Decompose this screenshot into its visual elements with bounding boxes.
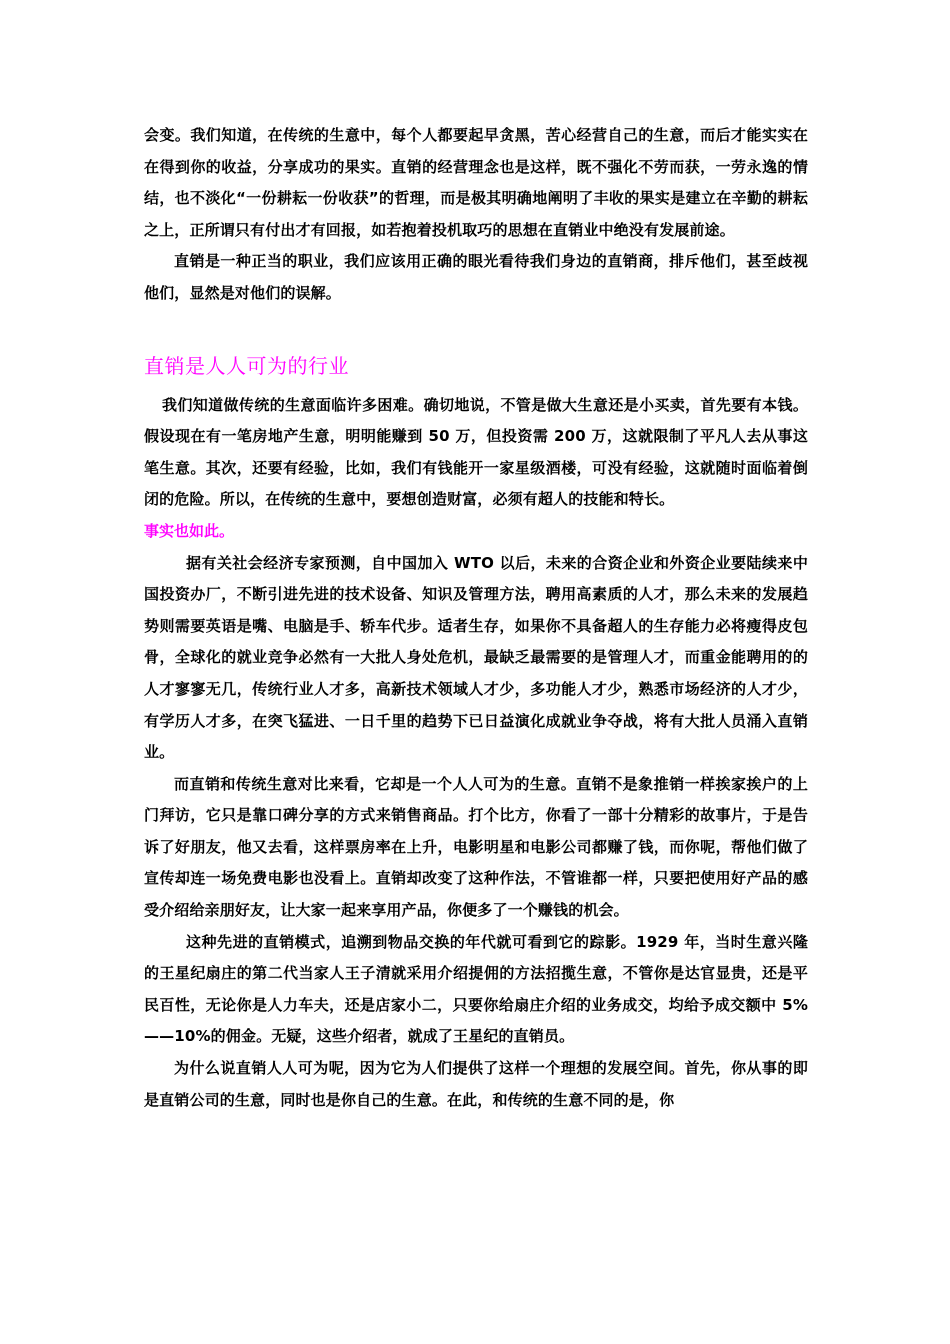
paragraph-2: 直销是一种正当的职业，我们应该用正确的眼光看待我们身边的直销商，排斥他们，甚至歧视他们，显然是对他们的误解。 xyxy=(144,252,808,302)
paragraph-3: 我们知道做传统的生意面临许多困难。确切地说，不管是做大生意还是小买卖，首先要有本钱。假设现在有一笔房地产生意，明明能赚到 50 万，但投资需 200 万，这就限制了平凡人去从事这笔生意。其次，还要有经验，比如，我们有钱能开一家星级酒楼，可没有经验，这就随时面临着倒闭的危险。所以，在传统的生意中，要想创造财富，必须有超人的技能和特长。 xyxy=(144,395,808,509)
paragraph-7: 为什么说直销人人可为呢，因为它为人们提供了这样一个理想的发展空间。首先，你从事的即是直销公司的生意，同时也是你自己的生意。在此，和传统的生意不同的是，你 xyxy=(144,1059,808,1109)
section-heading: 直销是人人可为的行业 xyxy=(144,353,349,378)
paragraph-1: 会变。我们知道，在传统的生意中，每个人都要起早贪黑，苦心经营自己的生意，而后才能实实在在得到你的收益，分享成功的果实。直销的经营理念也是这样，既不强化不劳而获，一劳永逸的情结，也不淡化“一份耕耘一份收获”的哲理，而是极其明确地阐明了丰收的果实是建立在辛勤的耕耘之上，正所谓只有付出才有回报，如若抱着投机取巧的思想在直销业中绝没有发展前途。 xyxy=(144,126,808,239)
paragraph-5: 而直销和传统生意对比来看，它却是一个人人可为的生意。直销不是象推销一样挨家挨户的上门拜访，它只是靠口碑分享的方式来销售商品。打个比方，你看了一部十分精彩的故事片，于是告诉了好朋友，他又去看，这样票房率在上升，电影明星和电影公司都赚了钱，而你呢，帮他们做了宣传却连一场免费电影也没看上。直销却改变了这种作法，不管谁都一样，只要把使用好产品的感受介绍给亲朋好友，让大家一起来享用产品，你便多了一个赚钱的机会。 xyxy=(144,774,808,920)
highlight-line: 事实也如此。 xyxy=(144,521,235,540)
document-page xyxy=(144,120,808,1116)
paragraph-6: 这种先进的直销模式，追溯到物品交换的年代就可看到它的踪影。1929 年，当时生意兴隆的王星纪扇庄的第二代当家人王子清就采用介绍提佣的方法招揽生意，不管你是达官显贵，还是平民百性，无论你是人力车夫，还是店家小二，只要你给扇庄介绍的业务成交，均给予成交额中 5%——10%的佣金。无疑，这些介绍者，就成了王星纪的直销员。 xyxy=(144,932,808,1046)
paragraph-4: 据有关社会经济专家预测，自中国加入 WTO 以后，未来的合资企业和外资企业要陆续来中国投资办厂，不断引进先进的技术设备、知识及管理方法，聘用高素质的人才，那么未来的发展趋势则需要英语是嘴、电脑是手、轿车代步。适者生存，如果你不具备超人的生存能力必将瘦得皮包骨，全球化的就业竞争必然有一大批人身处危机，最缺乏最需要的是管理人才，而重金能聘用的的人才寥寥无几，传统行业人才多，高新技术领域人才少，多功能人才少，熟悉市场经济的人才少，有学历人才多，在突飞猛进、一日千里的趋势下已日益演化成就业争夺战，将有大批人员涌入直销业。 xyxy=(144,553,808,762)
